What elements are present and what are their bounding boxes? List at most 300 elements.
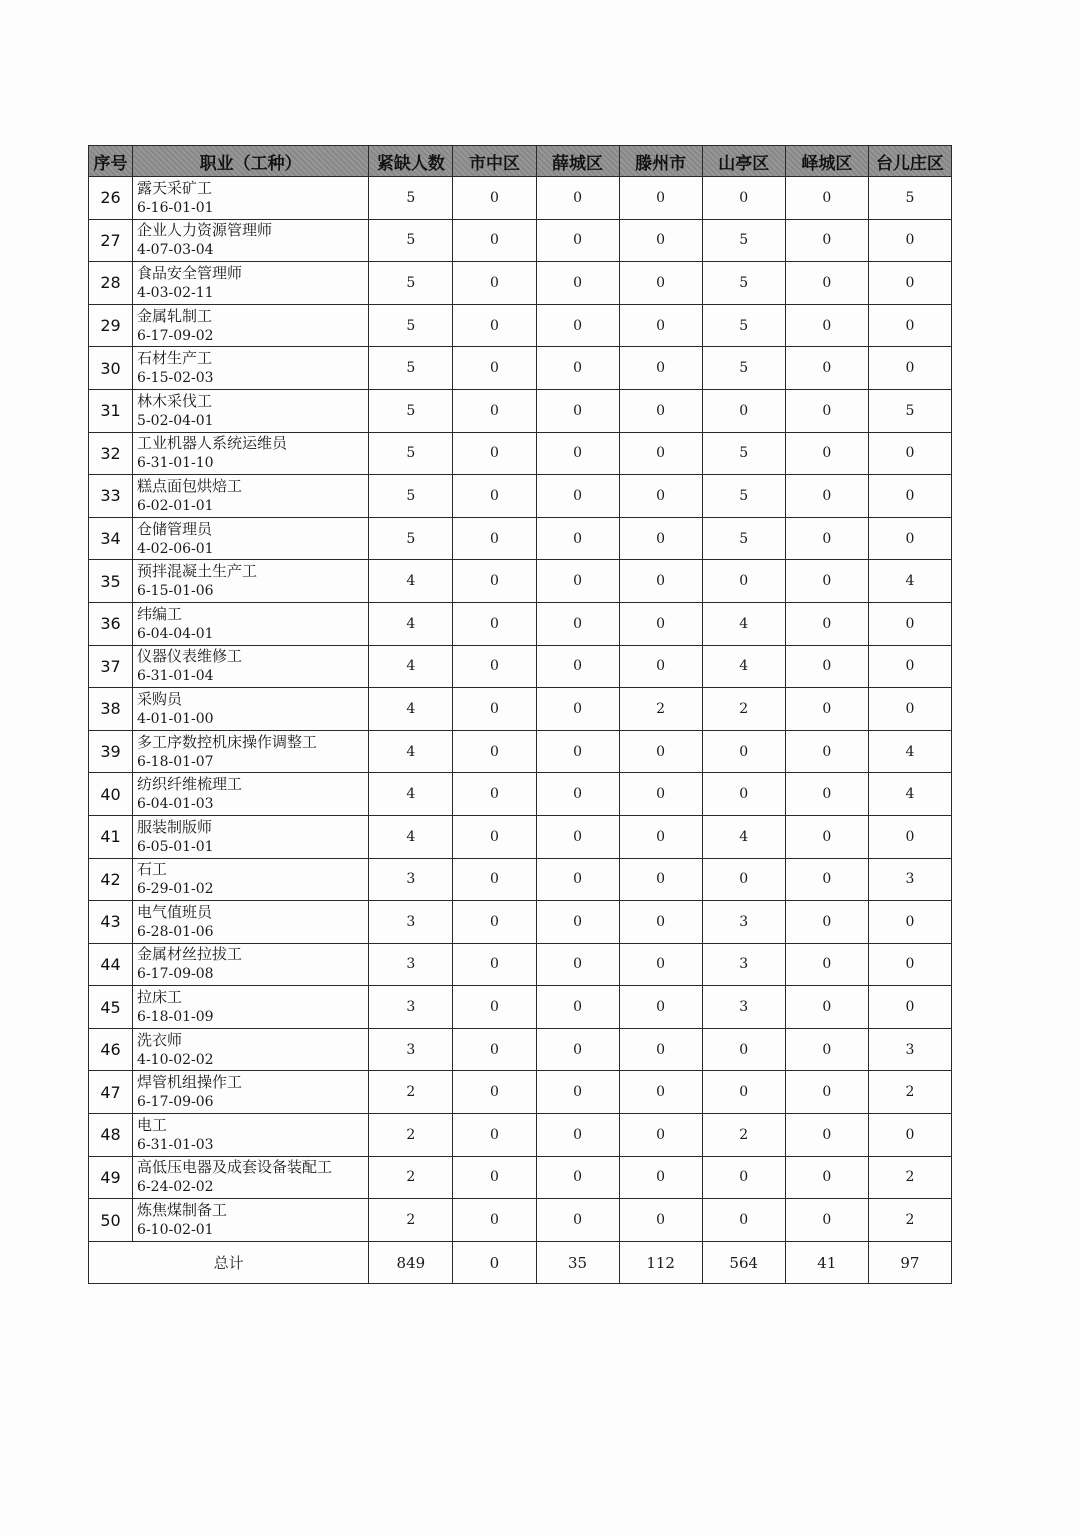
row-seq: 34 [89, 517, 133, 560]
occupation-name: 金属材丝拉拔工 [137, 945, 243, 964]
total-value: 0 [453, 1241, 536, 1284]
row-seq: 31 [89, 389, 133, 432]
row-occupation [133, 602, 369, 645]
header-occupation: 职业（工种） [133, 146, 369, 177]
row-seq: 27 [89, 219, 133, 262]
row-seq: 42 [89, 858, 133, 901]
row-value: 3 [868, 858, 951, 901]
occupation-code: 6-31-01-03 [137, 1136, 214, 1153]
occupation-name: 电工 [137, 1115, 168, 1134]
row-value: 0 [868, 986, 951, 1029]
row-value: 0 [785, 389, 868, 432]
occupation-code: 6-24-02-02 [137, 1179, 214, 1196]
occupation-name: 仓储管理员 [137, 519, 213, 538]
row-value: 3 [369, 943, 453, 986]
row-value: 0 [619, 475, 702, 518]
row-value: 5 [369, 517, 453, 560]
row-value: 0 [536, 858, 619, 901]
row-value: 0 [536, 645, 619, 688]
row-value: 5 [702, 432, 785, 475]
header-xuecheng: 薛城区 [536, 146, 619, 177]
row-value: 0 [868, 347, 951, 390]
row-value: 4 [369, 815, 453, 858]
row-occupation [133, 177, 369, 220]
row-value: 0 [453, 347, 536, 390]
row-value: 0 [785, 773, 868, 816]
row-value: 0 [785, 432, 868, 475]
row-value: 0 [702, 773, 785, 816]
row-value: 0 [453, 773, 536, 816]
total-value: 112 [619, 1241, 702, 1284]
row-occupation [133, 943, 369, 986]
row-value: 0 [702, 389, 785, 432]
occupation-name: 工业机器人系统运维员 [137, 434, 288, 453]
row-value: 5 [702, 262, 785, 305]
row-occupation [133, 858, 369, 901]
occupation-name: 炼焦煤制备工 [137, 1201, 228, 1220]
row-value: 0 [868, 943, 951, 986]
table-row [89, 645, 952, 688]
row-value: 2 [369, 1156, 453, 1199]
row-occupation [133, 262, 369, 305]
row-value: 0 [536, 773, 619, 816]
row-seq: 29 [89, 304, 133, 347]
occupation-code: 6-05-01-01 [137, 838, 214, 855]
row-value: 5 [369, 219, 453, 262]
row-value: 5 [702, 347, 785, 390]
row-value: 0 [619, 432, 702, 475]
row-occupation [133, 475, 369, 518]
row-value: 3 [868, 1028, 951, 1071]
row-seq: 36 [89, 602, 133, 645]
row-value: 5 [702, 475, 785, 518]
occupation-code: 4-07-03-04 [137, 242, 214, 259]
row-seq: 37 [89, 645, 133, 688]
row-value: 0 [536, 177, 619, 220]
occupation-name: 企业人力资源管理师 [137, 221, 273, 240]
row-value: 0 [785, 560, 868, 603]
header-shortage-count: 紧缺人数 [369, 146, 453, 177]
occupation-name: 林木采伐工 [137, 391, 213, 410]
occupation-name: 石工 [137, 860, 168, 879]
row-value: 0 [453, 688, 536, 731]
row-value: 0 [619, 815, 702, 858]
table-row [89, 986, 952, 1029]
row-value: 0 [453, 432, 536, 475]
row-seq: 41 [89, 815, 133, 858]
row-seq: 38 [89, 688, 133, 731]
row-value: 0 [453, 1028, 536, 1071]
row-seq: 50 [89, 1199, 133, 1242]
row-value: 0 [868, 602, 951, 645]
row-value: 0 [702, 1028, 785, 1071]
occupation-name: 纺织纤维梳理工 [137, 775, 243, 794]
row-value: 2 [868, 1071, 951, 1114]
row-occupation [133, 773, 369, 816]
row-value: 0 [785, 517, 868, 560]
table-row [89, 475, 952, 518]
row-value: 3 [369, 986, 453, 1029]
row-value: 0 [453, 1199, 536, 1242]
row-value: 4 [369, 773, 453, 816]
occupation-name: 预拌混凝土生产工 [137, 562, 258, 581]
occupation-name: 服装制版师 [137, 817, 213, 836]
row-value: 5 [369, 347, 453, 390]
row-occupation [133, 304, 369, 347]
occupation-code: 6-15-01-06 [137, 583, 214, 600]
row-value: 0 [536, 1156, 619, 1199]
row-value: 0 [536, 688, 619, 731]
row-value: 5 [369, 432, 453, 475]
row-value: 0 [702, 560, 785, 603]
row-value: 0 [868, 475, 951, 518]
header-taierzhuang: 台儿庄区 [868, 146, 951, 177]
occupation-code: 6-17-09-08 [137, 966, 214, 983]
row-value: 2 [702, 688, 785, 731]
row-value: 2 [868, 1156, 951, 1199]
occupation-code: 6-04-01-03 [137, 796, 214, 813]
table-row [89, 815, 952, 858]
table-row [89, 432, 952, 475]
row-value: 0 [785, 943, 868, 986]
row-occupation [133, 986, 369, 1029]
row-occupation [133, 1028, 369, 1071]
row-seq: 43 [89, 901, 133, 944]
row-value: 0 [619, 347, 702, 390]
row-value: 0 [453, 475, 536, 518]
header-shanting: 山亭区 [702, 146, 785, 177]
row-value: 0 [536, 730, 619, 773]
row-value: 5 [369, 475, 453, 518]
row-value: 0 [619, 645, 702, 688]
row-value: 0 [536, 1028, 619, 1071]
row-value: 0 [785, 730, 868, 773]
row-value: 0 [702, 858, 785, 901]
row-occupation [133, 688, 369, 731]
row-seq: 46 [89, 1028, 133, 1071]
occupation-code: 4-01-01-00 [137, 710, 214, 727]
row-value: 0 [785, 1199, 868, 1242]
occupation-name: 糕点面包烘焙工 [137, 476, 243, 495]
occupation-code: 6-17-09-02 [137, 327, 214, 344]
row-value: 5 [702, 219, 785, 262]
occupation-code: 4-02-06-01 [137, 540, 214, 557]
row-value: 0 [785, 304, 868, 347]
occupation-code: 6-17-09-06 [137, 1094, 214, 1111]
row-value: 0 [785, 645, 868, 688]
occupation-name: 洗衣师 [137, 1030, 183, 1049]
occupation-name: 高低压电器及成套设备装配工 [137, 1158, 333, 1177]
occupation-name: 电气值班员 [137, 902, 213, 921]
row-value: 4 [702, 815, 785, 858]
row-value: 0 [785, 986, 868, 1029]
row-value: 0 [619, 1199, 702, 1242]
table-row [89, 262, 952, 305]
row-value: 0 [868, 688, 951, 731]
row-value: 0 [619, 262, 702, 305]
row-occupation [133, 645, 369, 688]
occupation-name: 食品安全管理师 [137, 263, 243, 282]
row-value: 4 [369, 730, 453, 773]
total-row [89, 1241, 952, 1284]
occupation-code: 4-03-02-11 [137, 284, 214, 301]
row-value: 0 [785, 219, 868, 262]
row-value: 0 [619, 389, 702, 432]
row-value: 5 [369, 262, 453, 305]
row-value: 0 [619, 1071, 702, 1114]
row-seq: 47 [89, 1071, 133, 1114]
row-value: 5 [868, 389, 951, 432]
row-value: 0 [536, 1114, 619, 1157]
row-value: 0 [868, 262, 951, 305]
occupation-code: 6-10-02-01 [137, 1222, 214, 1239]
row-value: 0 [453, 389, 536, 432]
row-value: 0 [453, 602, 536, 645]
occupation-code: 6-31-01-10 [137, 455, 214, 472]
header-tengzhou: 滕州市 [619, 146, 702, 177]
row-occupation [133, 560, 369, 603]
row-value: 0 [536, 517, 619, 560]
row-value: 5 [369, 177, 453, 220]
row-value: 0 [785, 1156, 868, 1199]
row-value: 0 [785, 1071, 868, 1114]
row-value: 0 [868, 645, 951, 688]
table-row [89, 1071, 952, 1114]
row-value: 4 [868, 773, 951, 816]
table-row [89, 1199, 952, 1242]
row-occupation [133, 1114, 369, 1157]
row-value: 0 [536, 602, 619, 645]
row-seq: 44 [89, 943, 133, 986]
row-value: 5 [702, 304, 785, 347]
row-value: 0 [702, 1199, 785, 1242]
table-row [89, 858, 952, 901]
row-value: 0 [453, 1156, 536, 1199]
row-value: 4 [868, 560, 951, 603]
row-value: 0 [619, 177, 702, 220]
occupation-code: 6-18-01-07 [137, 753, 214, 770]
occupation-code: 6-02-01-01 [137, 497, 214, 514]
occupation-name: 仪器仪表维修工 [137, 647, 243, 666]
row-value: 0 [536, 1199, 619, 1242]
row-value: 0 [453, 517, 536, 560]
header-shizhong: 市中区 [453, 146, 536, 177]
occupation-name: 拉床工 [137, 988, 183, 1007]
row-value: 0 [868, 517, 951, 560]
row-value: 0 [868, 815, 951, 858]
row-value: 4 [369, 560, 453, 603]
row-value: 0 [619, 773, 702, 816]
row-value: 0 [785, 1028, 868, 1071]
row-value: 0 [536, 262, 619, 305]
row-value: 0 [785, 262, 868, 305]
row-value: 0 [868, 901, 951, 944]
row-value: 4 [702, 602, 785, 645]
total-value: 41 [785, 1241, 868, 1284]
row-occupation [133, 901, 369, 944]
row-occupation [133, 389, 369, 432]
row-value: 4 [868, 730, 951, 773]
row-value: 3 [369, 901, 453, 944]
row-value: 3 [702, 901, 785, 944]
table-row [89, 389, 952, 432]
row-value: 2 [369, 1199, 453, 1242]
row-seq: 32 [89, 432, 133, 475]
row-value: 0 [868, 1114, 951, 1157]
row-value: 0 [619, 986, 702, 1029]
row-value: 0 [702, 730, 785, 773]
row-value: 0 [785, 1114, 868, 1157]
table-body [89, 177, 952, 1284]
table-row [89, 304, 952, 347]
table-row [89, 177, 952, 220]
occupation-code: 6-18-01-09 [137, 1009, 214, 1026]
row-value: 0 [785, 177, 868, 220]
row-value: 3 [702, 943, 785, 986]
row-seq: 30 [89, 347, 133, 390]
row-value: 0 [785, 347, 868, 390]
row-value: 0 [785, 858, 868, 901]
row-value: 0 [785, 901, 868, 944]
row-value: 2 [369, 1071, 453, 1114]
row-value: 0 [619, 1028, 702, 1071]
table-header [89, 146, 952, 177]
row-occupation [133, 730, 369, 773]
row-value: 0 [536, 219, 619, 262]
row-value: 0 [619, 730, 702, 773]
row-value: 2 [619, 688, 702, 731]
table-row [89, 688, 952, 731]
row-seq: 35 [89, 560, 133, 603]
row-occupation [133, 219, 369, 262]
row-value: 0 [619, 517, 702, 560]
total-value: 849 [369, 1241, 453, 1284]
row-value: 0 [453, 645, 536, 688]
row-value: 0 [453, 858, 536, 901]
row-value: 4 [369, 602, 453, 645]
row-value: 3 [369, 858, 453, 901]
row-value: 0 [536, 389, 619, 432]
occupation-code: 6-28-01-06 [137, 923, 214, 940]
row-value: 5 [369, 304, 453, 347]
table-row [89, 943, 952, 986]
occupation-name: 露天采矿工 [137, 178, 213, 197]
row-value: 4 [702, 645, 785, 688]
table-row [89, 773, 952, 816]
occupation-name: 焊管机组操作工 [137, 1073, 243, 1092]
row-value: 0 [536, 432, 619, 475]
row-value: 0 [619, 1114, 702, 1157]
row-value: 0 [702, 1156, 785, 1199]
shortage-table [88, 145, 952, 1284]
occupation-code: 6-29-01-02 [137, 881, 214, 898]
row-seq: 33 [89, 475, 133, 518]
table-row [89, 1028, 952, 1071]
row-value: 0 [536, 943, 619, 986]
header-yicheng: 峄城区 [785, 146, 868, 177]
row-value: 0 [619, 901, 702, 944]
table-row [89, 602, 952, 645]
row-value: 5 [868, 177, 951, 220]
row-value: 2 [868, 1199, 951, 1242]
row-value: 0 [536, 475, 619, 518]
row-value: 0 [453, 1114, 536, 1157]
row-value: 0 [785, 688, 868, 731]
row-value: 5 [369, 389, 453, 432]
row-value: 0 [785, 602, 868, 645]
row-value: 0 [536, 815, 619, 858]
row-value: 0 [785, 815, 868, 858]
row-seq: 40 [89, 773, 133, 816]
row-value: 0 [453, 730, 536, 773]
header-row [89, 146, 952, 177]
row-seq: 39 [89, 730, 133, 773]
row-value: 0 [536, 304, 619, 347]
occupation-code: 5-02-04-01 [137, 412, 214, 429]
row-seq: 28 [89, 262, 133, 305]
row-occupation [133, 432, 369, 475]
occupation-code: 6-04-04-01 [137, 625, 214, 642]
row-value: 0 [536, 901, 619, 944]
table-row [89, 347, 952, 390]
occupation-name: 石材生产工 [137, 349, 213, 368]
row-seq: 26 [89, 177, 133, 220]
row-value: 0 [536, 347, 619, 390]
total-value: 35 [536, 1241, 619, 1284]
row-occupation [133, 517, 369, 560]
occupation-name: 纬编工 [137, 604, 183, 623]
occupation-code: 4-10-02-02 [137, 1051, 214, 1068]
occupation-code: 6-15-02-03 [137, 370, 214, 387]
row-value: 4 [369, 645, 453, 688]
row-value: 2 [702, 1114, 785, 1157]
row-value: 0 [536, 986, 619, 1029]
row-value: 0 [619, 219, 702, 262]
occupation-code: 6-16-01-01 [137, 199, 214, 216]
total-label: 总计 [89, 1241, 369, 1284]
row-value: 0 [536, 560, 619, 603]
table-row [89, 219, 952, 262]
row-value: 0 [702, 177, 785, 220]
row-value: 0 [453, 943, 536, 986]
row-value: 0 [453, 901, 536, 944]
row-value: 5 [702, 517, 785, 560]
row-value: 0 [453, 986, 536, 1029]
row-value: 0 [453, 219, 536, 262]
total-value: 564 [702, 1241, 785, 1284]
row-occupation [133, 347, 369, 390]
header-seq: 序号 [89, 146, 133, 177]
row-value: 0 [702, 1071, 785, 1114]
row-value: 0 [868, 219, 951, 262]
row-value: 0 [453, 304, 536, 347]
row-value: 0 [619, 304, 702, 347]
row-occupation [133, 1199, 369, 1242]
table-row [89, 1114, 952, 1157]
occupation-name: 采购员 [137, 689, 183, 708]
row-value: 0 [453, 262, 536, 305]
occupation-code: 6-31-01-04 [137, 668, 214, 685]
row-value: 0 [868, 304, 951, 347]
row-value: 0 [453, 177, 536, 220]
row-value: 0 [619, 560, 702, 603]
row-value: 0 [785, 475, 868, 518]
row-value: 0 [453, 560, 536, 603]
row-value: 2 [369, 1114, 453, 1157]
row-value: 0 [619, 943, 702, 986]
row-value: 0 [619, 1156, 702, 1199]
occupation-name: 多工序数控机床操作调整工 [137, 732, 318, 751]
